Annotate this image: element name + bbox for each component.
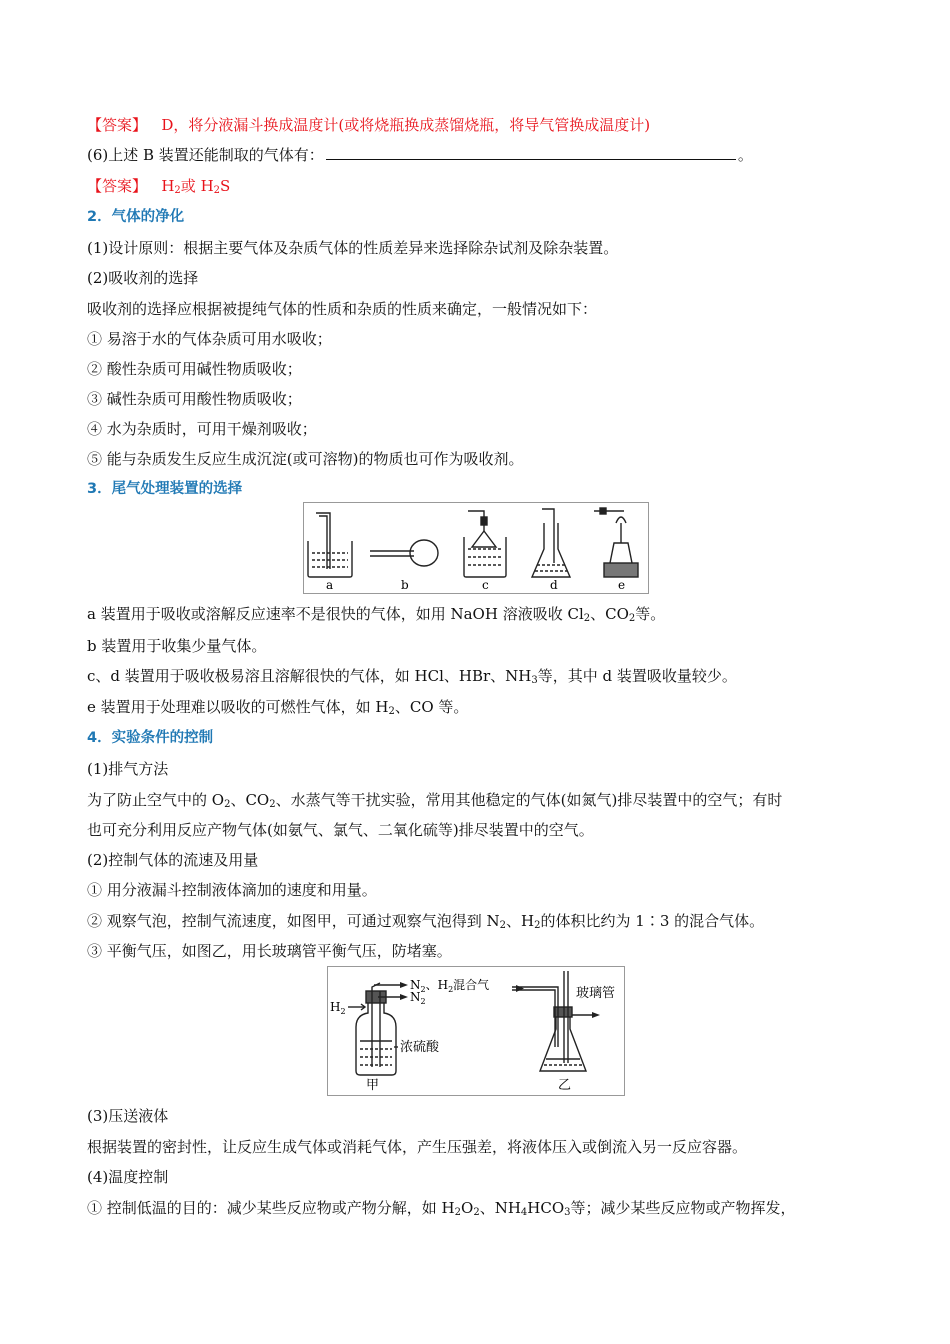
text-part: ① 控制低温的目的：减少某些反应物或产物分解，如 H [87, 1199, 455, 1217]
gas-control-figure [327, 966, 625, 1096]
subscript: 2 [213, 185, 221, 196]
subscript: 2 [224, 799, 231, 810]
sulfuric-acid-label: 浓硫酸 [400, 1040, 440, 1055]
paragraph: 根据装置的密封性，让反应生成气体或消耗气体，产生压强差，将液体压入或倒流入另一反应容器。 [87, 1138, 748, 1156]
text-part: 、CO [230, 791, 270, 809]
text-part: 等。 [635, 605, 666, 623]
answer-tag: 【答案】 [87, 116, 148, 134]
text-part: 、NH [479, 1199, 521, 1217]
gas-control-diagram [328, 967, 624, 1095]
paragraph-b: b 装置用于收集少量气体。 [87, 637, 267, 655]
answer-line-2 [87, 176, 230, 196]
paragraph-a [87, 604, 665, 624]
paragraph: 也可充分利用反应产物气体(如氨气、氯气、二氧化硫等)排尽装置中的空气。 [87, 821, 594, 839]
label-a: a [326, 578, 334, 592]
text-part: 为了防止空气中的 O [87, 791, 225, 809]
list-item: ⑤ 能与杂质发生反应生成沉淀(或可溶物)的物质也可作为吸收剂。 [87, 450, 524, 468]
text-part: HCO [527, 1199, 565, 1217]
subscript: 2 [174, 185, 181, 196]
mix-gas-label: $N_2$、$H_2$混合气 [410, 978, 490, 994]
text-part: a 装置用于吸收或溶解反应速率不是很快的气体，如用 NaOH 溶液吸收 Cl [87, 605, 584, 623]
question-6 [87, 145, 753, 165]
label-e: e [618, 578, 626, 592]
list-item [87, 911, 764, 931]
subscript: 2 [454, 1207, 461, 1218]
paragraph: (2)控制气体的流速及用量 [87, 851, 259, 869]
list-item: ④ 水为杂质时，可用干燥剂吸收； [87, 420, 317, 438]
text-part: O [461, 1199, 474, 1217]
question-6-text: (6)上述 B 装置还能制取的气体有： [87, 146, 324, 164]
paragraph-e [87, 697, 468, 717]
paragraph: (4)温度控制 [87, 1168, 169, 1186]
n2-label: $N_2$ [410, 990, 426, 1006]
apparatus-a [308, 513, 352, 577]
text-part: 、CO [590, 605, 629, 623]
answer-tag: 【答案】 [87, 177, 148, 195]
formula-part: 或 H [180, 177, 214, 195]
label-d: d [550, 578, 558, 592]
tail-gas-apparatus-figure [303, 502, 649, 594]
list-item: ① 易溶于水的气体杂质可用水吸收； [87, 330, 332, 348]
glass-tube-label: 玻璃管 [576, 986, 616, 1001]
text-part: 、CO 等。 [394, 698, 469, 716]
list-item: ③ 平衡气压，如图乙，用长玻璃管平衡气压，防堵塞。 [87, 942, 452, 960]
paragraph [87, 1198, 796, 1218]
h2-label: $H_2$ [330, 1000, 346, 1016]
paragraph: (1)设计原则：根据主要气体及杂质气体的性质差异来选择除杂试剂及除杂装置。 [87, 239, 619, 257]
text-part: ② 观察气泡，控制气流速度，如图甲，可通过观察气泡得到 N [87, 912, 500, 930]
apparatus-b [370, 540, 438, 566]
gas-wash-bottle [348, 983, 400, 1075]
list-item: ② 酸性杂质可用碱性物质吸收； [87, 360, 302, 378]
text-part: 等，其中 d 装置吸收量较少。 [537, 667, 737, 685]
text-part: 、水蒸气等干扰实验，常用其他稳定的气体(如氮气)排尽装置中的空气；有时 [275, 791, 783, 809]
text-part: 的体积比约为 1∶3 的混合气体。 [540, 912, 765, 930]
answer-text: D，将分液漏斗换成温度计(或将烧瓶换成蒸馏烧瓶，将导气管换成温度计) [161, 116, 651, 134]
figure-jia-label: 甲 [366, 1078, 380, 1093]
subscript: 2 [388, 706, 395, 717]
section-heading-3: 3．尾气处理装置的选择 [87, 481, 243, 497]
paragraph: (3)压送液体 [87, 1107, 169, 1125]
subscript: 2 [628, 613, 636, 624]
list-item: ① 用分液漏斗控制液体滴加的速度和用量。 [87, 881, 377, 899]
subscript: 2 [583, 613, 591, 624]
text-part: 、H [506, 912, 535, 930]
paragraph: (1)排气方法 [87, 760, 169, 778]
paragraph-cd [87, 666, 737, 686]
figure-yi-label: 乙 [558, 1078, 572, 1093]
subscript: 4 [520, 1207, 528, 1218]
subscript: 2 [269, 799, 276, 810]
answer-line-1 [87, 115, 650, 135]
section-heading-2: 2．气体的净化 [87, 209, 185, 225]
text-part: c、d 装置用于吸收极易溶且溶解很快的气体，如 HCl、HBr、NH [87, 667, 532, 685]
subscript: 3 [531, 675, 538, 686]
subscript: 3 [564, 1207, 571, 1218]
apparatus-e [594, 508, 638, 577]
apparatus-c [464, 511, 506, 577]
arrows [400, 982, 408, 1000]
label-c: c [482, 578, 489, 592]
subscript: 2 [534, 920, 541, 931]
paragraph: (2)吸收剂的选择 [87, 269, 199, 287]
subscript: 2 [499, 920, 507, 931]
paragraph [87, 790, 782, 810]
paragraph: 吸收剂的选择应根据被提纯气体的性质和杂质的性质来确定，一般情况如下： [87, 300, 598, 318]
question-6-suffix: 。 [737, 146, 753, 164]
formula-part: S [220, 177, 231, 195]
formula-part: H [161, 177, 175, 195]
list-item: ③ 碱性杂质可用酸性物质吸收； [87, 390, 302, 408]
subscript: 2 [473, 1207, 480, 1218]
text-part: e 装置用于处理难以吸收的可燃性气体，如 H [87, 698, 389, 716]
answer-blank [326, 145, 736, 160]
label-b: b [401, 578, 409, 592]
text-part: 等；减少某些反应物或产物挥发， [570, 1199, 796, 1217]
section-heading-4: 4．实验条件的控制 [87, 730, 214, 746]
apparatus-d [532, 509, 570, 577]
apparatus-diagram [304, 503, 648, 593]
